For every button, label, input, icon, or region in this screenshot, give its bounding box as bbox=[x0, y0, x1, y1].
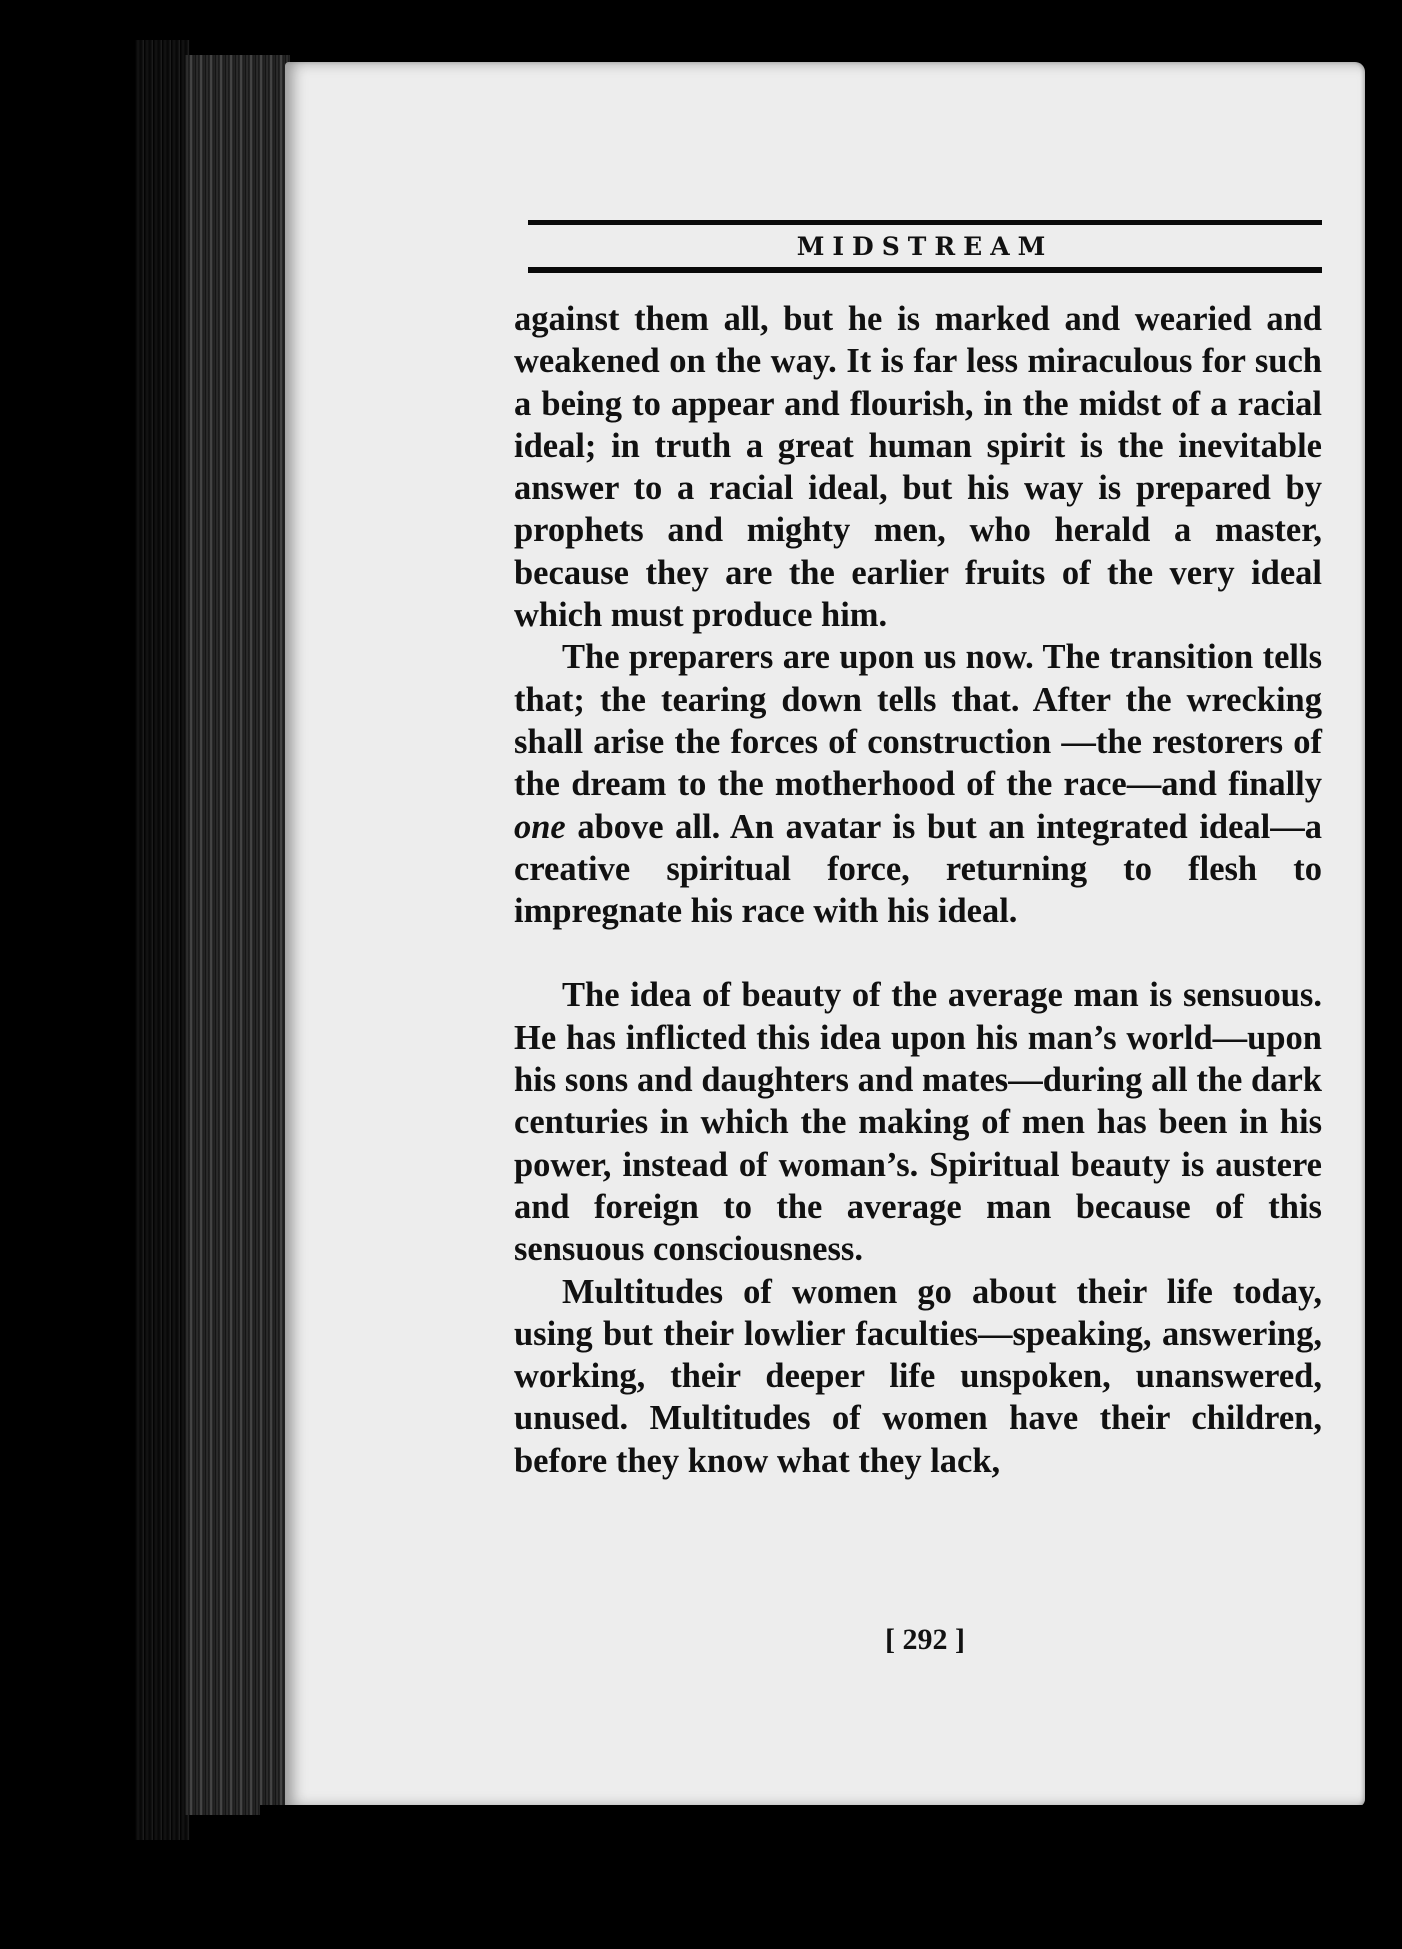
paragraph-4 bbox=[514, 1271, 1322, 1482]
section-break bbox=[514, 932, 1322, 974]
paragraph-2-emphasis: one bbox=[514, 807, 566, 846]
bottom-margin-shadow bbox=[260, 1805, 1402, 1949]
paragraph-3-text: The idea of beauty of the average man is sensuous. He has inflicted this idea upon his man’s world—upon his sons and daughters and mates—during all the dark centuries in which the making of men has been in his power, instead of woman’s. Spiritual beauty is austere and foreign to the average man because of this sensuous consciousness. bbox=[514, 976, 1322, 1269]
book-spine-edges bbox=[185, 55, 290, 1815]
body-text bbox=[514, 298, 1322, 1482]
binding-shadow bbox=[135, 40, 190, 1840]
paragraph-3 bbox=[514, 974, 1322, 1270]
paragraph-1 bbox=[514, 298, 1322, 636]
header-rule-bottom bbox=[528, 267, 1322, 273]
paragraph-2 bbox=[514, 636, 1322, 932]
running-head: MIDSTREAM bbox=[796, 232, 1054, 261]
header-rule-top bbox=[528, 220, 1322, 225]
page-number: [ 292 ] bbox=[885, 1623, 965, 1656]
paragraph-4-text: Multitudes of women go about their life today, using but their lowlier faculties—speaking, answering, working, their deeper life unspoken, unanswered, unused. Multitudes of women have their children, before they know what they lack, bbox=[514, 1272, 1322, 1480]
paragraph-2-text-b: above all. An avatar is but an integrated ideal—a creative spiritual force, returning to flesh to impregnate his race with his ideal. bbox=[514, 807, 1322, 931]
paragraph-2-text-a: The preparers are upon us now. The transition tells that; the tearing down tells that. After the wrecking shall arise the forces of construction —the restorers of the dream to the motherhood of the race—and finally bbox=[514, 638, 1322, 804]
right-margin-shadow bbox=[1365, 60, 1402, 1820]
paragraph-1-text: against them all, but he is marked and wearied and weakened on the way. It is far less miraculous for such a being to appear and flourish, in the midst of a racial ideal; in truth a great human spirit is the inevitable answer to a racial ideal, but his way is prepared by prophets and mighty men, who herald a master, because they are the earlier fruits of the very ideal which must produce him. bbox=[514, 300, 1322, 635]
